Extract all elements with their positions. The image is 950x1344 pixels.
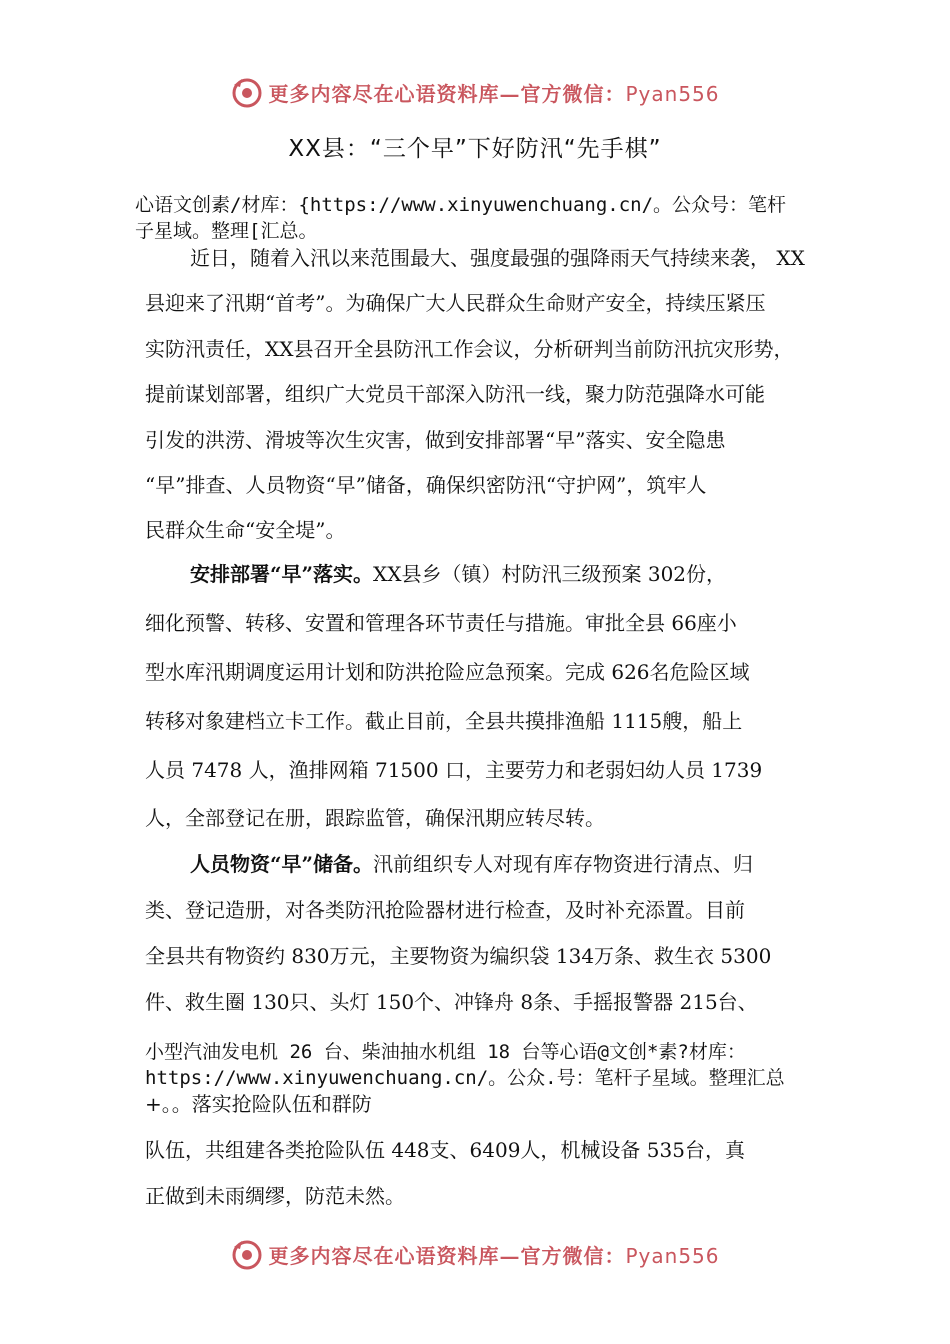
para2-heading: 安排部署“早”落实。: [190, 562, 374, 586]
para3-line: 类、登记造册，对各类防汛抢险器材进行检查，及时补充添置。目前: [145, 898, 745, 922]
para1-line: 引发的洪涝、滑坡等次生灾害，做到安排部署“早”落实、安全隐患: [145, 428, 726, 452]
para1-line: 提前谋划部署，组织广大党员干部深入防汛一线，聚力防范强降水可能: [145, 382, 765, 406]
para3-line: 队伍，共组建各类抢险队伍 448支、6409人，机械设备 535台，真: [145, 1138, 745, 1162]
brand-logo-icon: [230, 1237, 264, 1271]
source-line: 子星域。整理[汇总。: [135, 220, 318, 242]
para2-line: 人，全部登记在册，跟踪监管，确保汛期应转尽转。: [145, 806, 605, 830]
para3-heading: 人员物资“早”储备。: [190, 852, 374, 876]
para3-line: 正做到未雨绸缪，防范未然。: [145, 1184, 405, 1208]
brand-logo-icon: [230, 75, 264, 109]
source-line: 心语文创素/材库：{https://www.xinyuwenchuang.cn/。公众号：笔杆: [135, 194, 787, 216]
watermark-banner-bottom: [0, 1234, 950, 1274]
para2-line: 细化预警、转移、安置和管理各环节责任与措施。审批全县 66座小: [145, 611, 737, 635]
watermark-text: 更多内容尽在心语资料库—官方微信：Pyan556: [268, 1243, 720, 1268]
watermark-banner-top: [0, 72, 950, 112]
para2-line: 人员 7478 人，渔排网箱 71500 口，主要劳力和老弱妇幼人员 1739: [145, 758, 763, 782]
page-title: XX县：“三个早”下好防汛“先手棋”: [288, 136, 662, 162]
watermark-text: 更多内容尽在心语资料库—官方微信：Pyan556: [268, 81, 720, 106]
para3-line: https://www.xinyuwenchuang.cn/。公众.号：笔杆子星域。整理汇总: [145, 1067, 785, 1089]
para1-line: 民群众生命“安全堤”。: [145, 518, 346, 542]
para3-line: 全县共有物资约 830万元，主要物资为编织袋 134万条、救生衣 5300: [145, 944, 772, 968]
para2-line: 转移对象建档立卡工作。截止目前，全县共摸排渔船 1115艘，船上: [145, 709, 743, 733]
para3-first-line: 人员物资“早”储备。汛前组织专人对现有库存物资进行清点、归: [190, 852, 754, 876]
para1-line: 实防汛责任，XX县召开全县防汛工作会议，分析研判当前防汛抗灾形势，: [145, 337, 794, 361]
para1-line: 近日，随着入汛以来范围最大、强度最强的强降雨天气持续来袭， XX: [190, 246, 805, 270]
para2-line: 型水库汛期调度运用计划和防洪抢险应急预案。完成 626名危险区域: [145, 660, 750, 684]
para3-line: 件、救生圈 130只、头灯 150个、冲锋舟 8条、手摇报警器 215台、: [145, 990, 758, 1014]
para3-line: 小型汽油发电机 26 台、柴油抽水机组 18 台等心语@文创*素?材库：: [145, 1041, 746, 1063]
para2-first-line: 安排部署“早”落实。XX县乡（镇）村防汛三级预案 302份，: [190, 562, 727, 586]
para1-line: 县迎来了汛期“首考”。为确保广大人民群众生命财产安全，持续压紧压: [145, 291, 766, 315]
para3-line: +。。落实抢险队伍和群防: [145, 1092, 372, 1116]
para1-line: “早”排查、人员物资“早”储备，确保织密防汛“守护网”，筑牢人: [145, 473, 707, 497]
